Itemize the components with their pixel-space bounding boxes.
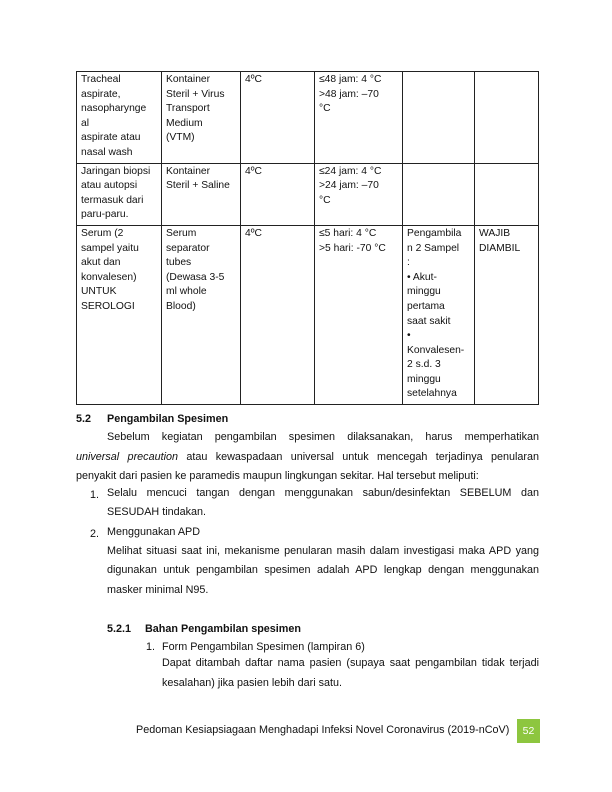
footer-title: Pedoman Kesiapsiagaan Menghadapi Infeksi Novel Coronavirus (2019-nCoV) <box>136 724 510 736</box>
cell-text-line: (Dewasa 3-5 <box>166 271 225 283</box>
cell-text-line: 4ºC <box>245 74 262 85</box>
cell-text-line: Steril + Virus <box>166 88 225 100</box>
table-cell-container <box>162 72 241 164</box>
subsection-title: Bahan Pengambilan spesimen <box>145 623 302 635</box>
table-cell-collection <box>403 163 475 225</box>
cell-text-line: °C <box>319 103 331 115</box>
intro-line-2-rest: atau kewaspadaan universal untuk mencegah terjadinya penularan <box>177 451 539 463</box>
cell-text-line: 2 s.d. 3 <box>407 359 441 371</box>
cell-text-line: nasal wash <box>81 146 133 158</box>
cell-text-line: >5 hari: -70 °C <box>319 242 386 254</box>
cell-text-line: ≤48 jam: 4 °C <box>319 74 382 85</box>
specimen-table-body <box>77 72 539 405</box>
sub-list-item-number: 1. <box>146 641 156 653</box>
table-cell-remark <box>475 163 539 225</box>
table-cell-storage <box>315 72 403 164</box>
cell-text-line: paru-paru. <box>81 209 129 221</box>
sub-list-item-title: Form Pengambilan Spesimen (lampiran 6) <box>162 641 365 653</box>
list-item-2-detail-1 <box>107 542 539 562</box>
table-cell-remark <box>475 225 539 404</box>
cell-text-line: ≤5 hari: 4 °C <box>319 227 377 239</box>
table-cell-container <box>162 225 241 404</box>
cell-text-line: Pengambila <box>407 227 462 239</box>
cell-text-line: >48 jam: –70 <box>319 88 379 100</box>
table-cell-storage <box>315 225 403 404</box>
cell-text-line: Blood) <box>166 300 196 312</box>
cell-text-line: WAJIB <box>479 227 511 239</box>
cell-text-line: SEROLOGI <box>81 300 135 312</box>
intro-line-1-text: Sebelum kegiatan pengambilan spesimen dilaksanakan, harus memperhatikan <box>107 431 539 443</box>
cell-text-line: tubes <box>166 257 192 269</box>
list-item-2-detail-2-text: digunakan untuk pengambilan spesimen adalah APD lengkap dengan menggunakan <box>107 564 539 576</box>
specimen-table <box>76 71 539 405</box>
list-item-1-line-2: SESUDAH tindakan. <box>107 506 207 518</box>
cell-text-line: • Akut- <box>407 271 437 283</box>
sub-list-item-detail-2: kesalahan) jika pasien lebih dari satu. <box>162 677 343 689</box>
cell-text-line: separator <box>166 242 210 254</box>
section-title: Pengambilan Spesimen <box>107 413 229 425</box>
cell-text-line: Kontainer <box>166 165 211 177</box>
cell-text-line: (VTM) <box>166 132 195 144</box>
table-row <box>77 72 539 164</box>
list-item-2-detail-1-text: Melihat situasi saat ini, mekanisme penularan masih dalam investigasi maka APD yang <box>107 545 539 557</box>
intro-line-2-text <box>76 448 539 468</box>
cell-text-line: atau autopsi <box>81 180 138 192</box>
cell-text-line: Kontainer <box>166 74 211 85</box>
cell-text-line: >24 jam: –70 <box>319 180 379 192</box>
table-cell-container <box>162 163 241 225</box>
cell-text-line: °C <box>319 194 331 206</box>
cell-text-line: Steril + Saline <box>166 180 230 192</box>
cell-text-line: Medium <box>166 117 203 129</box>
cell-text-line: sampel yaitu <box>81 242 139 254</box>
table-cell-specimen <box>77 72 162 164</box>
table-cell-temperature <box>241 163 315 225</box>
cell-text-line: ≤24 jam: 4 °C <box>319 165 382 177</box>
cell-text-line: 4ºC <box>245 227 262 239</box>
cell-text-line: ml whole <box>166 286 207 298</box>
intro-line-1 <box>107 428 539 448</box>
list-item-1 <box>107 484 539 504</box>
intro-line-3: penyakit dari pasien ke paramedis maupun lingkungan sekitar. Hal tersebut meliputi: <box>76 470 479 482</box>
cell-text-line: n 2 Sampel <box>407 242 460 254</box>
list-item-2-detail-2 <box>107 561 539 581</box>
cell-text-line: Serum (2 <box>81 227 124 239</box>
table-row <box>77 225 539 404</box>
table-row <box>77 163 539 225</box>
cell-text-line: saat sakit <box>407 315 451 327</box>
cell-text-line: Transport <box>166 103 210 115</box>
sub-list-item-detail-1 <box>162 654 539 674</box>
cell-text-line: aspirate, <box>81 88 121 100</box>
cell-text-line: minggu <box>407 373 441 385</box>
table-cell-collection <box>403 72 475 164</box>
cell-text-line: konvalesen) <box>81 271 137 283</box>
cell-text-line: minggu <box>407 286 441 298</box>
sub-list-item-detail-1-text: Dapat ditambah daftar nama pasien (supaya saat pengambilan tidak terjadi <box>162 657 539 669</box>
cell-text-line: akut dan <box>81 257 121 269</box>
subsection-number: 5.2.1 <box>107 623 132 635</box>
cell-text-line: DIAMBIL <box>479 242 521 254</box>
table-cell-temperature <box>241 225 315 404</box>
cell-text-line: UNTUK <box>81 286 117 298</box>
table-cell-specimen <box>77 163 162 225</box>
cell-text-line: Tracheal <box>81 74 121 85</box>
table-cell-remark <box>475 72 539 164</box>
list-item-2-title: Menggunakan APD <box>107 526 201 538</box>
table-cell-specimen <box>77 225 162 404</box>
cell-text-line: setelahnya <box>407 388 457 400</box>
list-item-number: 2. <box>90 528 100 540</box>
intro-line-2 <box>76 448 539 468</box>
cell-text-line: nasopharynge <box>81 103 147 115</box>
section-number: 5.2 <box>76 413 92 425</box>
cell-text-line: pertama <box>407 300 445 312</box>
universal-precaution-term: universal precaution <box>76 451 178 463</box>
table-cell-temperature <box>241 72 315 164</box>
cell-text-line: 4ºC <box>245 165 262 177</box>
cell-text-line: Jaringan biopsi <box>81 165 151 177</box>
cell-text-line: termasuk dari <box>81 194 144 206</box>
cell-text-line: • <box>407 330 411 342</box>
cell-text-line: Konvalesen- <box>407 344 465 356</box>
cell-text-line: : <box>407 257 410 269</box>
list-item-2-detail-3: masker minimal N95. <box>107 584 209 596</box>
cell-text-line: Serum <box>166 227 197 239</box>
table-cell-storage <box>315 163 403 225</box>
table-cell-collection <box>403 225 475 404</box>
list-item-1-line-1: Selalu mencuci tangan dengan menggunakan sabun/desinfektan SEBELUM dan <box>107 487 539 499</box>
cell-text-line: al <box>81 117 90 129</box>
page-number: 52 <box>522 725 535 737</box>
cell-text-line: aspirate atau <box>81 132 141 144</box>
list-item-number: 1. <box>90 489 100 501</box>
page-number-badge <box>517 719 540 743</box>
